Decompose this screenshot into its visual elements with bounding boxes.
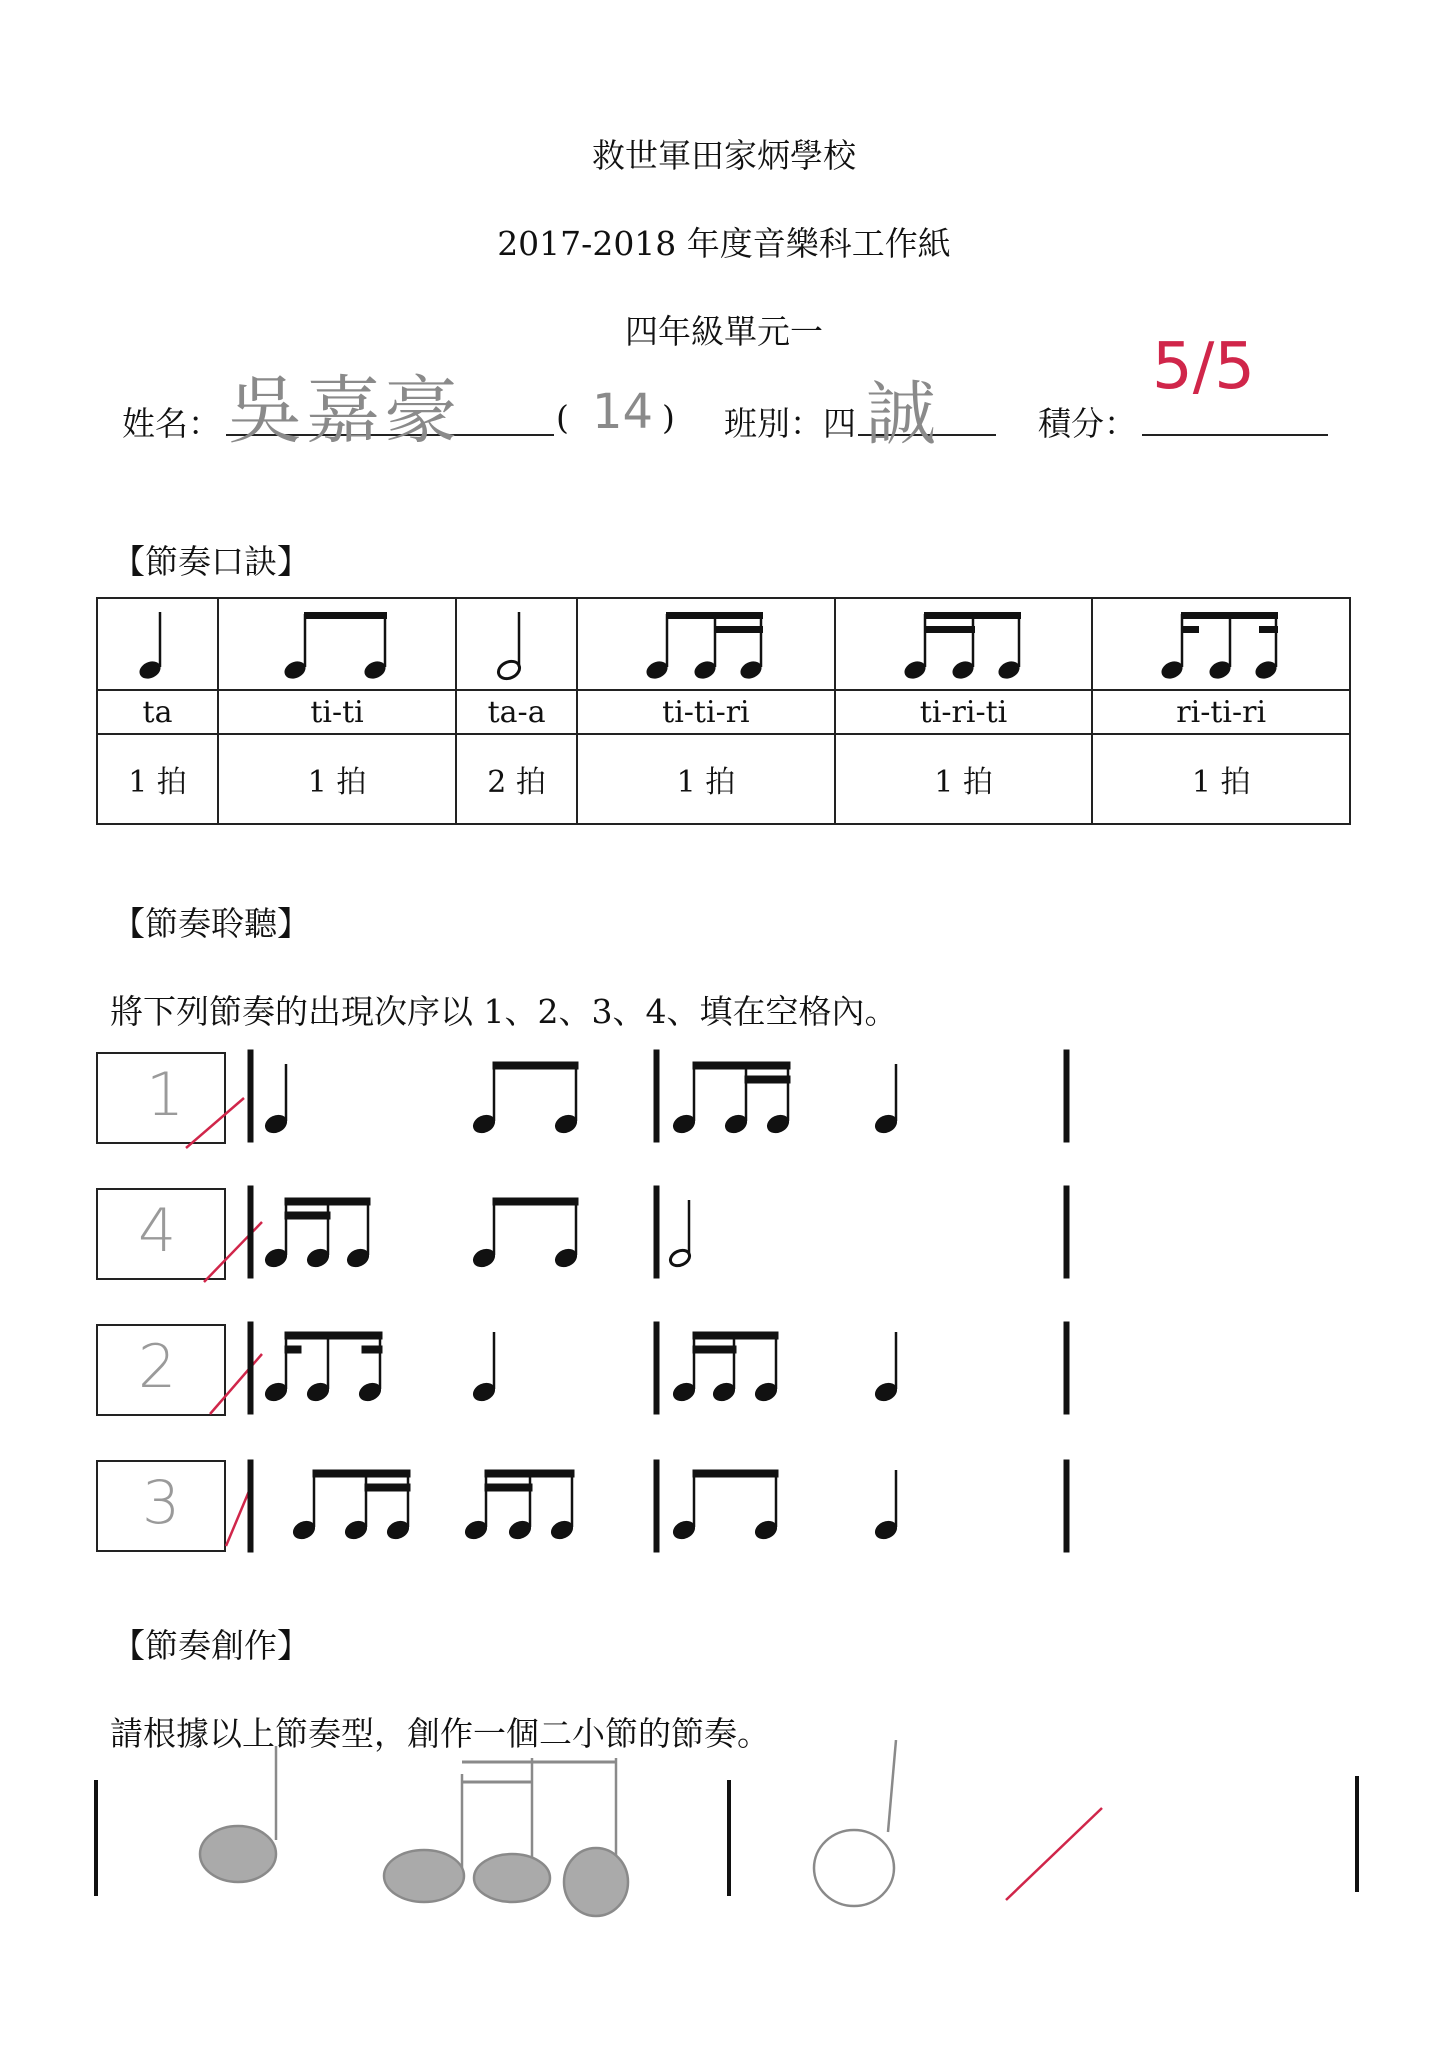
rhythm-row-2 — [248, 1186, 1069, 1278]
score-label: 積分： — [1038, 404, 1137, 443]
beat-cell: 1 拍 — [218, 734, 456, 824]
student-number: 14 — [592, 384, 654, 440]
beat-cell: 2 拍 — [456, 734, 577, 824]
rhythm-row-3 — [248, 1322, 1069, 1414]
ti-ti-ri-icon — [641, 606, 771, 682]
cell-titiri — [577, 598, 835, 690]
answer-value: 4 — [138, 1196, 177, 1266]
cell-taa — [456, 598, 577, 690]
rhythm-table — [96, 597, 1351, 825]
cell-titi — [218, 598, 456, 690]
answer-value: 3 — [142, 1468, 181, 1538]
beat-cell: 1 拍 — [835, 734, 1093, 824]
answer-value: 2 — [138, 1332, 177, 1402]
rhythm-row-4 — [248, 1460, 1069, 1552]
section-rhythm-listening: 【節奏聆聽】 — [112, 904, 310, 943]
syllable-cell: ta — [97, 690, 218, 734]
school-name: 救世軍田家炳學校 — [592, 136, 856, 175]
rhythm-row-1 — [248, 1050, 1069, 1142]
number-open: ( — [556, 398, 569, 437]
unit-title: 四年級單元一 — [625, 312, 823, 351]
pencil-notes — [200, 1740, 896, 1916]
half-note-icon — [487, 606, 547, 682]
section-rhythm-syllables: 【節奏口訣】 — [112, 542, 310, 581]
cell-tiriti — [835, 598, 1093, 690]
score-line — [1142, 434, 1328, 436]
number-close: ) — [662, 398, 675, 437]
check-mark-icon — [1006, 1808, 1102, 1900]
answer-value: 1 — [146, 1060, 185, 1130]
quarter-note-icon — [128, 606, 188, 682]
beat-cell: 1 拍 — [577, 734, 835, 824]
creation-answer — [0, 1740, 1448, 1920]
ti-ri-ti-icon — [899, 606, 1029, 682]
syllable-cell: ti-ti-ri — [577, 690, 835, 734]
cell-quarter — [97, 598, 218, 690]
student-name: 吳嘉豪 — [228, 368, 462, 454]
eighth-pair-icon — [277, 606, 397, 682]
syllable-cell: ti-ti — [218, 690, 456, 734]
name-label: 姓名： — [122, 404, 221, 443]
syllable-cell: ti-ri-ti — [835, 690, 1093, 734]
section-rhythm-creation: 【節奏創作】 — [112, 1626, 310, 1665]
syllable-cell: ta-a — [456, 690, 577, 734]
worksheet-title: 2017-2018 年度音樂科工作紙 — [497, 224, 951, 263]
ri-ti-ri-icon — [1156, 606, 1286, 682]
creation-instruction: 請根據以上節奏型，創作一個二小節的節奏。 — [110, 1714, 770, 1753]
beat-cell: 1 拍 — [97, 734, 218, 824]
score-value: 5/5 — [1152, 330, 1255, 404]
listening-instruction: 將下列節奏的出現次序以 1、2、3、4、填在空格內。 — [110, 992, 898, 1031]
class-value: 誠 — [866, 373, 936, 455]
syllable-cell: ri-ti-ri — [1092, 690, 1350, 734]
cell-ritiri — [1092, 598, 1350, 690]
listening-rhythms — [0, 1040, 1448, 1570]
class-label: 班別：四 — [724, 404, 856, 443]
beat-cell: 1 拍 — [1092, 734, 1350, 824]
